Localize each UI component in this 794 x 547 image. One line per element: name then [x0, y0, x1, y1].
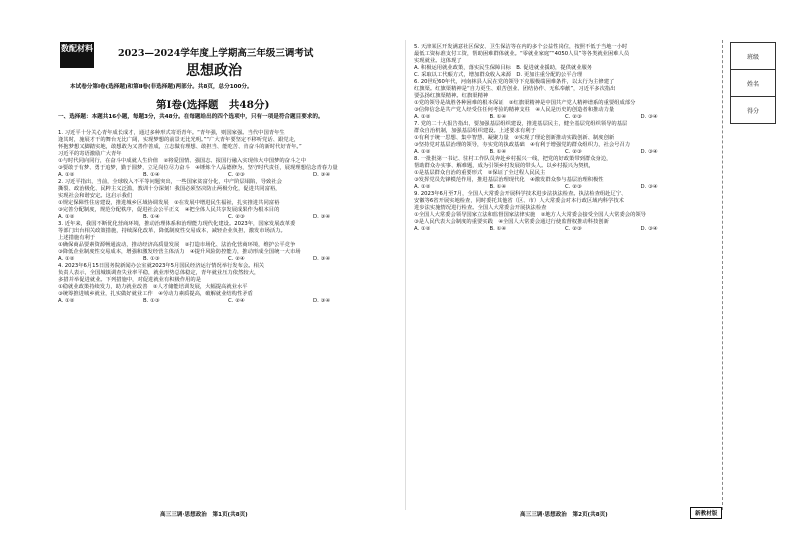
answer-option: D. ③④: [640, 149, 658, 155]
question-line: 1. 习近平十分关心青年成长成才，通过多种形式寄语青年。“青年强，则国家强。当代中国青年生: [58, 130, 285, 136]
question-line: 9. 2023年6月至7月，全国人大常委会开展科学技术进步法执法检查。执法检查组赴辽宁、: [414, 191, 627, 197]
answer-option: C. ②③: [565, 149, 582, 155]
question-line: 习近平的寄语激励广大青年: [58, 151, 122, 157]
question-line: ①有利于统一思想、集中智慧、凝聚力量 ②实现了理论创新推动实践创新、制度创新: [414, 135, 615, 141]
answer-option: D. ③④: [313, 214, 330, 220]
answer-option: A. ①②: [414, 184, 431, 190]
answer-option: C. ②③: [228, 172, 245, 178]
section-title: 第Ⅰ卷(选择题 共48分): [156, 99, 270, 111]
answer-option: D. ③④: [313, 172, 330, 178]
question-line: 6. 20世纪60年代，河南林县人民在党的领导下克服极端困难条件，以太行为主修建了: [414, 79, 615, 85]
question-line: 5. 天津某区开发满意社区保安、卫生保洁等在内的多个公益性岗位，按照不低于当地一小时: [414, 44, 628, 50]
question-line: ①规定保障性住房建设，推进城乡区域协调发展 ②在发展中增进民生福祉，扎实推进共同富裕: [58, 200, 280, 206]
answer-option: C. ②③: [565, 184, 582, 190]
question-line: 3. 近年来，我国不断优化营商环境，推动治理体系和治理能力现代化建设。2023年，国家发展改革委: [58, 221, 296, 227]
question-line: 帮助群众办实事、解难题，成为引领乡村发展的带头人。以乡村振兴为契机，: [414, 163, 595, 169]
question-line: ③坚持党对基层治理的领导，夯实党的执政基础 ④有利于增强党的群众组织力，社会号召力: [414, 142, 631, 148]
question-line: 要弘扬红旗渠精神。红旗渠精神: [414, 93, 489, 99]
answer-options: [414, 149, 716, 156]
answer-options: [414, 226, 716, 233]
answer-option: A. ①②: [414, 226, 431, 232]
question-line: C. 采取以工代赈方式，增加群众收入来源 D. 更加注重分配的公平合理: [414, 72, 583, 78]
answer-options: [58, 172, 398, 179]
subject-title: 思想政治: [186, 63, 242, 79]
answer-option: C. ②③: [228, 214, 245, 220]
question-line: ③要敢于有梦、勇于追梦，勤于圆梦，立足岗位尽力奋斗 ④锤炼个人品德修为，坚守时代责任，展现理想信念青春力量: [58, 165, 338, 171]
question-line: 实现就业。这体现了: [414, 58, 462, 64]
answer-option: A. ①②: [58, 172, 75, 178]
answer-option: A. ①②: [58, 298, 75, 304]
answer-option: D. ③④: [640, 114, 658, 120]
answer-option: A. ①②: [414, 149, 431, 155]
answer-option: D. ③④: [313, 298, 330, 304]
answer-option: C. ②④: [228, 298, 245, 304]
question-line: 安徽等6省开展实地检查，同时委托其他省（区、市）人大常委会对本行政区域内科学技术: [414, 198, 624, 204]
question-line: 群众自治机制，加强基层组织建设。上述要求有利于: [414, 128, 536, 134]
question-line: ①党的领导是战胜各种困难的根本保证 ②红旗渠精神是中国共产党人精神谱系的重要组成部分: [414, 100, 636, 106]
publisher-logo: 数配材料: [60, 42, 94, 68]
question-line: ③发挥党员先锋模范作用，推进基层治理现代化 ④激发群众参与基层治理积极性: [414, 177, 604, 183]
exam-title: 2023—2024学年度上学期高三年级三调考试: [118, 48, 314, 59]
question-line: 红旗渠。红旗渠精神是“自力更生、艰苦创业、团结协作、无私奉献”，习近平多次指出: [414, 86, 616, 92]
answer-option: B. ①④: [489, 226, 506, 232]
question-line: 4. 2023年6月15日国务院新闻办公室就2023年5月国民经济运行情况举行发布会。相关: [58, 263, 265, 269]
class-cell: 班级: [731, 43, 775, 70]
question: [414, 191, 716, 233]
score-box: [730, 42, 776, 124]
question-line: 等部门出台相关政策措施，持续深化改革，降低制度性交易成本，减轻企业负担，激发市场活力。: [58, 228, 286, 234]
question: [58, 221, 398, 263]
question-line: 进步法实施情况进行检查。全国人大常委会开展执法检查: [414, 205, 547, 211]
cut-line: [722, 40, 723, 510]
answer-option: C. ②③: [565, 226, 582, 232]
answer-option: C. ②③: [565, 114, 582, 120]
question: [414, 79, 716, 121]
question-line: 逢其时，施展才干的舞台无比广阔，实现梦想的前景无比光明。”“广大青年要坚定不移听党话、跟党走，: [58, 137, 300, 143]
left-question-list: [58, 130, 398, 305]
question-line: A. 积极运用就业政策，落实民生保障目标 B. 促进就业援助，提供就业服务: [414, 65, 593, 71]
answer-options: [58, 256, 398, 263]
answer-option: A. ①②: [58, 214, 75, 220]
answer-option: B. ①③: [143, 298, 160, 304]
answer-options: [58, 214, 398, 221]
question-line: 多措并举促进就业。下列措施中，对促进就业有积极作用的是: [58, 277, 202, 283]
page-divider: [405, 40, 406, 510]
question-line: ①与时代同向同行，在奋斗中成就人生价值 ②将爱国情、强国志、报国行融入实现伟大中国梦的奋斗之中: [58, 158, 306, 164]
right-question-list: [414, 44, 716, 233]
answer-option: A. ①②: [414, 114, 431, 120]
question: [58, 179, 398, 221]
answer-option: B. ①④: [143, 172, 160, 178]
footer-left: 高三三调·思想政治 第1页(共8页): [160, 512, 248, 518]
answer-options: [58, 298, 398, 305]
question-line: 8. 一批批第一书记、驻村工作队员奔赴乡村振兴一线，把党的好政策带到群众身边，: [414, 156, 612, 162]
answer-option: C. ②④: [228, 256, 245, 262]
score-cell: 得分: [746, 107, 759, 115]
question-line: ③降低企业制度性交易成本，增强和激发经营主体活力 ④提升风险防控能力，推动形成全国统一大市场: [58, 249, 301, 255]
answer-option: D. ③④: [313, 256, 330, 262]
question: [58, 263, 398, 305]
answer-option: D. ③④: [640, 226, 658, 232]
footer-right: 高三三调·思想政治 第2页(共8页): [520, 512, 608, 518]
question-line: 最低工资标准支付工资，帮助困难群体就业。“零就业家庭”“4050人员”等各类就业困难人员: [414, 51, 630, 57]
question-line: ①全国人大常委会领导国家立法和监督国家法律实施 ②地方人大常委会接受全国人大常委会的领导: [414, 212, 646, 218]
question: [58, 130, 398, 179]
edition-badge: 新教材版: [690, 507, 722, 519]
answer-option: B. ①④: [489, 184, 506, 190]
answer-option: B. ①④: [489, 149, 506, 155]
question-line: 实现社会和谐安定。这启示我们: [58, 193, 133, 199]
question-line: 撕裂、政治极化、民粹主义泛滥，教训十分深刻！我国必须坚决防止两极分化，促进共同富裕，: [58, 186, 281, 192]
instruction: 一、选择题：本题共16小题，每题3分，共48分。在每题给出的四个选项中，只有一项是符合题目要求的。: [58, 114, 324, 120]
exam-notice: 本试卷分第Ⅰ卷(选择题)和第Ⅱ卷(非选择题)两部分。共8页，总分100分。: [70, 84, 253, 90]
question-line: 7. 党的二十大报告指出，要加强基层组织建设，推进基层民主，健全基层党组织领导的基层: [414, 121, 628, 127]
question-line: ③是人民代表大会制度的重要实践 ④全国人大常委会通过行使监督权推动科技创新: [414, 219, 609, 225]
question-line: ①确保商品要素资源畅通流动，推动经济高质量发展 ②打造市场化、法治化营商环境，维护公平竞争: [58, 242, 296, 248]
question-line: ③完善分配制度，规范分配秩序，促进社会公平正义 ④把全体人民共享发展成果作为根本目的: [58, 207, 280, 213]
question-line: 负责人表示，全国城镇调查失业率平稳，就业形势总体稳定，青年就业压力依然较大，: [58, 270, 260, 276]
question-line: ③统筹推进城乡就业，扎实做好就业工作 ④劳动力素质提高，破解就业结构性矛盾: [58, 291, 253, 297]
answer-option: B. ①④: [143, 214, 160, 220]
question-line: ①稳就业政策持续发力，助力就业改善 ②人才储能培训发展，大幅提高就业水平: [58, 284, 248, 290]
question-line: 怀抱梦想又脚踏实地，敢想敢为又善作善成，立志做有理想、敢担当、能吃苦、肯奋斗的新时代好青年。”: [58, 144, 302, 150]
answer-option: A. ①②: [58, 256, 75, 262]
answer-options: [414, 114, 716, 121]
question: [414, 156, 716, 191]
answer-option: B. ①③: [143, 256, 160, 262]
question: [414, 121, 716, 156]
question-line: ③信仰信念是共产党人经受住任何考验的精神支柱 ④人民是历史的创造者和推动力量: [414, 107, 615, 113]
answer-options: [414, 184, 716, 191]
answer-option: B. ①④: [489, 114, 506, 120]
question-line: ①是基层群众自治的重要形式 ②保证了全过程人民民主: [414, 170, 546, 176]
question: [414, 44, 716, 79]
question-line: 上述措施有利于: [58, 235, 96, 241]
question-line: 2. 习近平指出，当前，全球收入不平等问题突出，一些国家贫富分化，中产阶层塌陷，导致社会: [58, 179, 282, 185]
answer-option: D. ③④: [640, 184, 658, 190]
name-cell: 姓名: [731, 70, 775, 97]
